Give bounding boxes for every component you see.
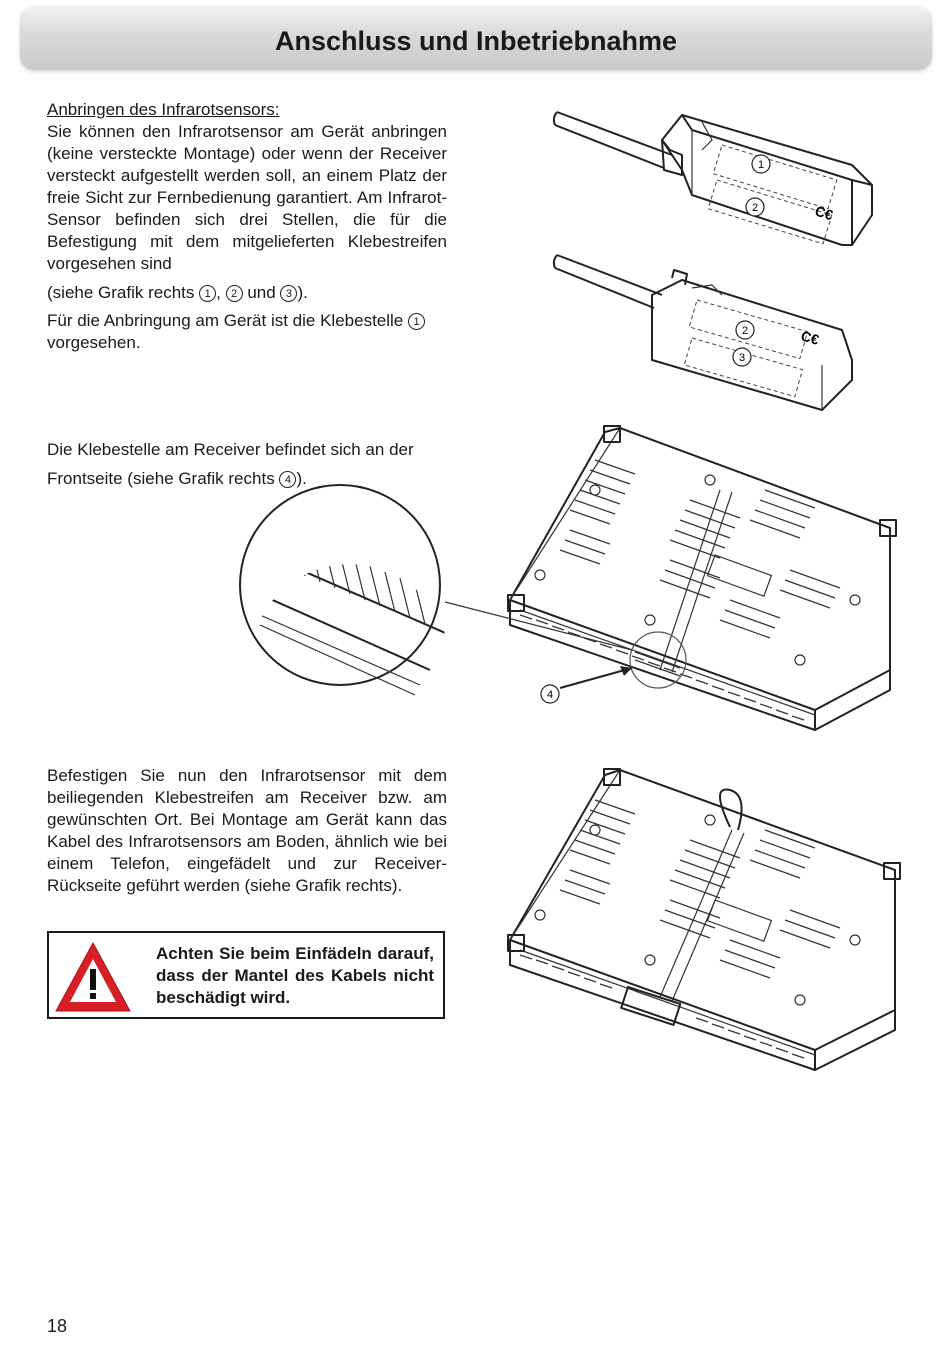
ref-marker-1: 1 bbox=[408, 313, 425, 330]
warning-box bbox=[47, 931, 445, 1019]
reference-line bbox=[47, 282, 308, 304]
ref-marker-4: 4 bbox=[279, 471, 296, 488]
sensor-label-3: 3 bbox=[738, 352, 746, 364]
section-heading: Anbringen des Infrarotsensors: bbox=[47, 100, 280, 119]
ir-sensor-top-figure bbox=[552, 100, 892, 250]
sensor-label-1: 1 bbox=[757, 159, 765, 171]
sensor-label-2: 2 bbox=[741, 325, 749, 337]
ref-separator: , bbox=[216, 283, 221, 302]
header-bar bbox=[20, 6, 932, 70]
mounting-spot-end: vorgesehen. bbox=[47, 333, 141, 352]
warning-text: Achten Sie beim Einfädeln darauf, dass der Mantel des Kabels nicht beschädigt wird. bbox=[156, 944, 434, 1007]
receiver-spot-line-1: Die Klebestelle am Receiver befindet sich an der bbox=[47, 440, 414, 459]
ref-and: und bbox=[247, 283, 276, 302]
receiver-callout-4: 4 bbox=[546, 689, 554, 701]
sensor-label-2: 2 bbox=[751, 202, 759, 214]
receiver-sensor-attached-figure bbox=[500, 765, 900, 1085]
mounting-spot-text: Für die Anbringung am Gerät ist die Klebestelle bbox=[47, 311, 404, 330]
ce-mark-icon: C€ bbox=[799, 327, 821, 348]
section-text-attach bbox=[47, 765, 447, 897]
ref-suffix: ). bbox=[297, 283, 308, 302]
ref-marker-1: 1 bbox=[199, 285, 216, 302]
attach-body: Befestigen Sie nun den Infrarotsensor mit dem beiliegenden Klebestreifen am Receiver bzw. am gewünschten Ort. Bei Montage am Gerät kann das Kabel des Infrarotsensors am Boden, ähnlich wie bei einem Telefon, eingefädelt und zur Receiver-Rückseite geführt werden (siehe Grafik rechts). bbox=[47, 766, 447, 895]
section-text-mounting bbox=[47, 99, 447, 275]
page-number: 18 bbox=[47, 1316, 68, 1336]
ref-prefix: (siehe Grafik rechts bbox=[47, 283, 195, 302]
ir-sensor-bottom-figure bbox=[552, 250, 892, 420]
warning-triangle-icon bbox=[53, 939, 133, 1015]
ref-marker-3: 3 bbox=[280, 285, 297, 302]
receiver-spot-suffix: ). bbox=[296, 469, 307, 488]
ce-mark-icon: C€ bbox=[813, 202, 835, 224]
ref-marker-2: 2 bbox=[226, 285, 243, 302]
mounting-spot-line bbox=[47, 310, 425, 332]
receiver-spot-prefix: Frontseite (siehe Grafik rechts bbox=[47, 469, 275, 488]
section-body: Sie können den Infrarotsensor am Gerät anbringen (keine versteckte Montage) oder wenn der Receiver versteckt aufgestellt werden soll, an einem Platz der freie Sicht zur Fernbedienung garantiert. Am Infrarot-Sensor befinden sich drei Stellen, die für die Befestigung mit dem mitgelieferten Klebestreifen vorgesehen sind bbox=[47, 122, 447, 273]
page-title: Anschluss und Inbetriebnahme bbox=[274, 26, 678, 56]
receiver-front-figure bbox=[240, 420, 940, 750]
